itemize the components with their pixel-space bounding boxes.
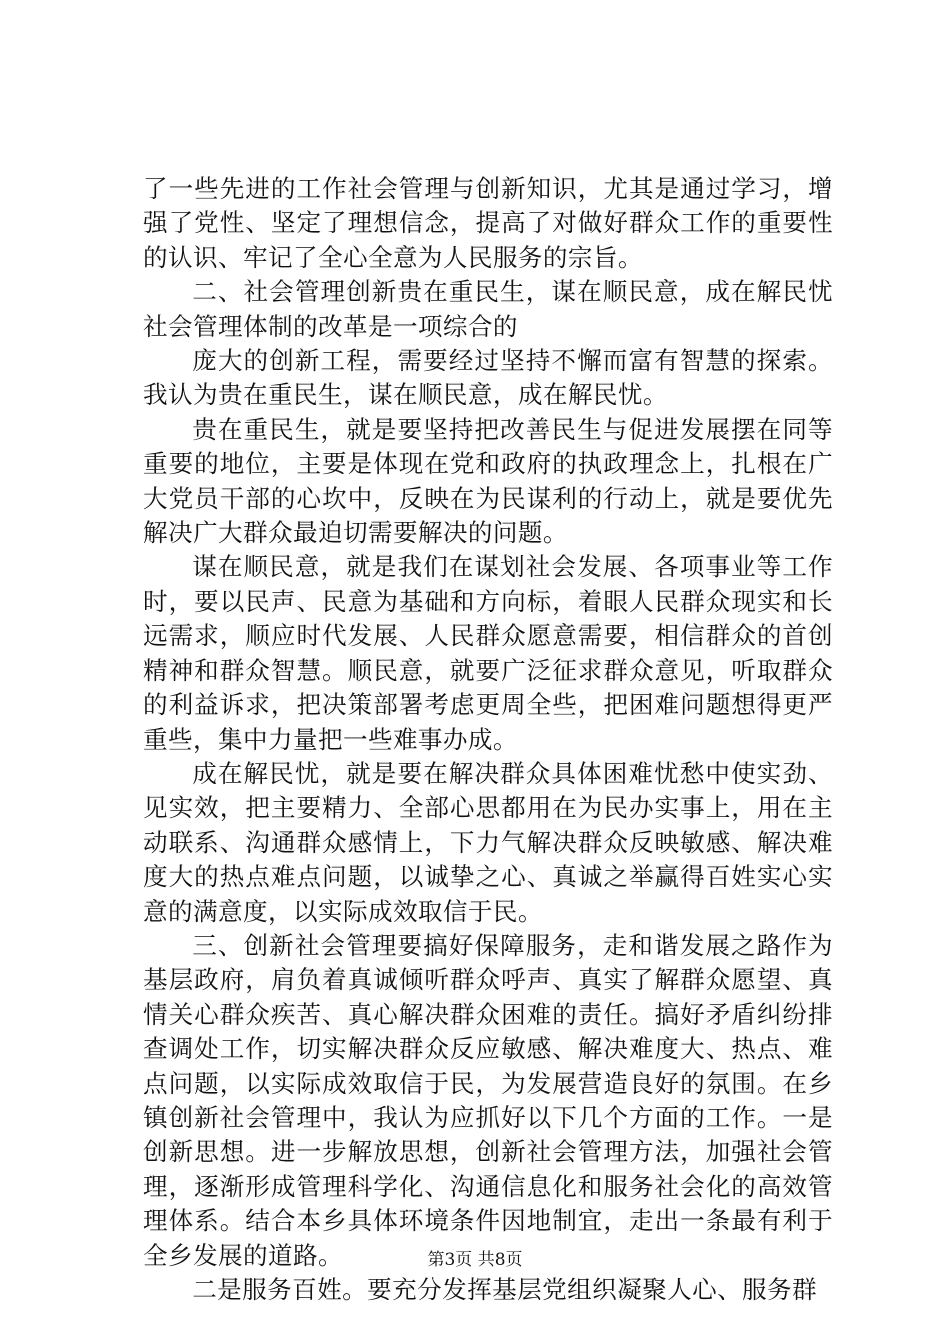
paragraph-7: 三、创新社会管理要搞好保障服务，走和谐发展之路作为基层政府，肩负着真诚倾听群众呼声、真实了解群众愿望、真情关心群众疾苦、真心解决群众困难的责任。搞好矛盾纠纷排查调处工作，切实解决群众反应敏感、解决难度大、热点、难点问题，以实际成效取信于民，为发展营造良好的氛围。在乡镇创新社会管理中，我认为应抓好以下几个方面的工作。一是创新思想。进一步解放思想，创新社会管理方法，加强社会管理，逐渐形成管理科学化、沟通信息化和服务社会化的高效管理体系。结合本乡具体环境条件因地制宜，走出一条最有利于全乡发展的道路。 — [143, 930, 833, 1270]
paragraph-1: 了一些先进的工作社会管理与创新知识，尤其是通过学习，增强了党性、坚定了理想信念，提高了对做好群众工作的重要性的认识、牢记了全心全意为人民服务的宗旨。 — [143, 174, 833, 272]
paragraph-2: 二、社会管理创新贵在重民生，谋在顺民意，成在解民忧社会管理体制的改革是一项综合的 — [143, 277, 833, 341]
page-number-label: 第3页 共8页 — [427, 1250, 523, 1270]
page-footer — [0, 1245, 950, 1270]
paragraph-5: 谋在顺民意，就是我们在谋划社会发展、各项事业等工作时，要以民声、民意为基础和方向标，着眼人民群众现实和长远需求，顺应时代发展、人民群众愿意需要，相信群众的首创精神和群众智慧。顺民意，就要广泛征求群众意见，听取群众的利益诉求，把决策部署考虑更周全些，把困难问题想得更严重些，集中力量把一些难事办成。 — [143, 552, 833, 754]
paragraph-3: 庞大的创新工程，需要经过坚持不懈而富有智慧的探索。我认为贵在重民生，谋在顺民意，成在解民忧。 — [143, 346, 833, 410]
paragraph-6: 成在解民忧，就是要在解决群众具体困难忧愁中使实劲、见实效，把主要精力、全部心思都用在为民办实事上，用在主动联系、沟通群众感情上，下力气解决群众反映敏感、解决难度大的热点难点问题，以诚挚之心、真诚之举赢得百姓实心实意的满意度，以实际成效取信于民。 — [143, 758, 833, 926]
document-body — [143, 172, 833, 1307]
paragraph-4: 贵在重民生，就是要坚持把改善民生与促进发展摆在同等重要的地位，主要是体现在党和政府的执政理念上，扎根在广大党员干部的心坎中，反映在为民谋利的行动上，就是要优先解决广大群众最迫切需要解决的问题。 — [143, 414, 833, 548]
paragraph-8: 二是服务百姓。要充分发挥基层党组织凝聚人心、服务群 — [192, 1275, 818, 1304]
